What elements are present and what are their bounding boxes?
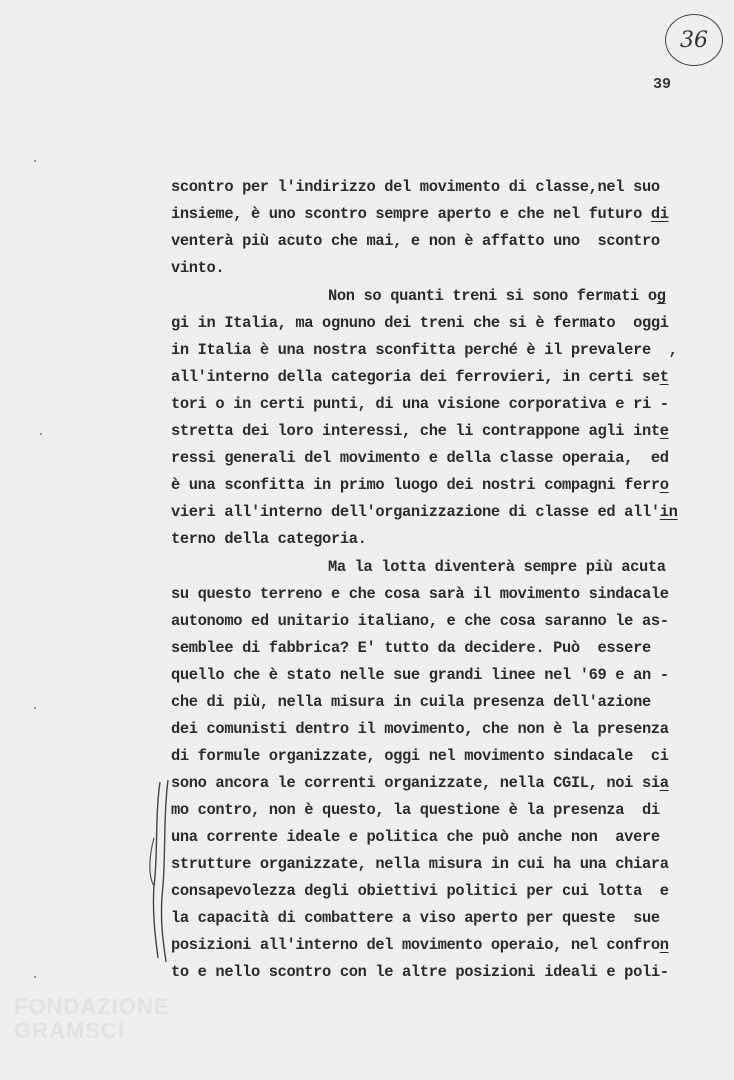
text-segment: posizioni all'interno del movimento operaio, nel confro [171,936,660,954]
text-line [171,936,669,954]
text-segment: terno della categoria. [171,530,367,548]
underlined-correction: n [659,936,669,954]
text-segment: all'interno della categoria dei ferrovieri, in certi se [171,368,660,386]
text-segment: autonomo ed unitario italiano, e che cosa saranno le as- [171,612,669,630]
text-line [171,963,669,981]
margin-dot [34,707,36,709]
text-segment: vinto. [171,259,225,277]
text-line [171,205,669,223]
text-segment: la presenza dell'azione [446,693,651,711]
text-line [171,693,651,711]
text-line [328,287,666,305]
margin-dot [34,976,36,978]
margin-dot [40,433,42,435]
text-segment: ressi generali del movimento e della classe operaia, ed [171,449,669,467]
text-line [171,585,669,603]
text-line [171,259,224,277]
underlined-correction: e [659,422,669,440]
text-line [171,395,669,413]
text-line [171,476,669,494]
text-segment: venterà più acuto che mai, e non è affatto uno scontro [171,232,660,250]
text-line [171,666,669,684]
text-line [171,720,669,738]
archive-stamp: 36 [665,14,723,66]
text-line [171,801,660,819]
text-segment: consapevolezza degli obiettivi politici per cui lotta e [171,882,669,900]
underlined-correction: a [659,774,669,792]
watermark-line: FONDAZIONE [14,994,170,1019]
underlined-correction: in [659,503,678,521]
text-line [171,882,669,900]
underlined-correction: di [650,205,669,223]
text-line [171,612,669,630]
text-segment: stretta dei loro interessi, che li contrappone agli int [171,422,660,440]
text-segment: una corrente ideale e politica che può anche non avere [171,828,660,846]
page-number: 39 [653,76,672,93]
text-segment: to e nello scontro con le altre posizioni ideali e poli- [171,963,669,981]
text-segment: quello che è stato nelle sue grandi linee nel '69 e an - [171,666,669,684]
underlined-correction: g [656,287,666,305]
text-segment: scontro per l'indirizzo del movimento di classe,nel suo [171,178,660,196]
handwritten-margin-bracket-icon [146,776,182,966]
text-line [171,828,660,846]
text-segment: insieme, è uno scontro sempre aperto e che nel futuro [171,205,651,223]
text-segment: è una sconfitta in primo luogo dei nostri compagni ferr [171,476,660,494]
text-segment: strutture organizzate, nella misura in cui ha una chiara [171,855,669,873]
text-segment: che di più, nella misura in cui [171,693,447,711]
text-line [171,449,669,467]
underlined-correction: o [659,476,669,494]
text-line [171,314,669,332]
text-segment: Non so quanti treni si sono fermati o [328,287,657,305]
text-segment: dei comunisti dentro il movimento, che non è la presenza [171,720,669,738]
text-segment: sono ancora le correnti organizzate, nella CGIL, noi si [171,774,660,792]
text-line [171,530,367,548]
text-segment: di formule organizzate, oggi nel movimento sindacale ci [171,747,669,765]
text-segment: mo contro, non è questo, la questione è la presenza di [171,801,660,819]
text-segment: la capacità di combattere a viso aperto per queste sue [171,909,660,927]
text-segment: tori o in certi punti, di una visione corporativa e ri - [171,395,669,413]
text-line [171,747,669,765]
text-line [171,503,678,521]
text-segment: vieri all'interno dell'organizzazione di classe ed all' [171,503,660,521]
margin-dot [34,160,36,162]
text-line [171,422,669,440]
text-segment: semblee di fabbrica? E' tutto da decidere. Può essere [171,639,651,657]
text-line [171,368,669,386]
text-segment: su questo terreno e che cosa sarà il movimento sindacale [171,585,669,603]
text-line [171,774,669,792]
text-line [328,558,666,576]
text-line [171,232,660,250]
archive-watermark [14,995,204,1065]
text-segment: in Italia è una nostra sconfitta perché è il prevalere , [171,341,678,359]
text-line [171,855,669,873]
text-line [171,178,660,196]
watermark-line: GRAMSCI [14,1018,125,1043]
text-line [171,639,651,657]
underlined-correction: t [659,368,669,386]
text-segment: gi in Italia, ma ognuno dei treni che si è fermato oggi [171,314,669,332]
text-line [171,909,660,927]
text-line [171,341,678,359]
text-segment: Ma la lotta diventerà sempre più acuta [328,558,666,576]
